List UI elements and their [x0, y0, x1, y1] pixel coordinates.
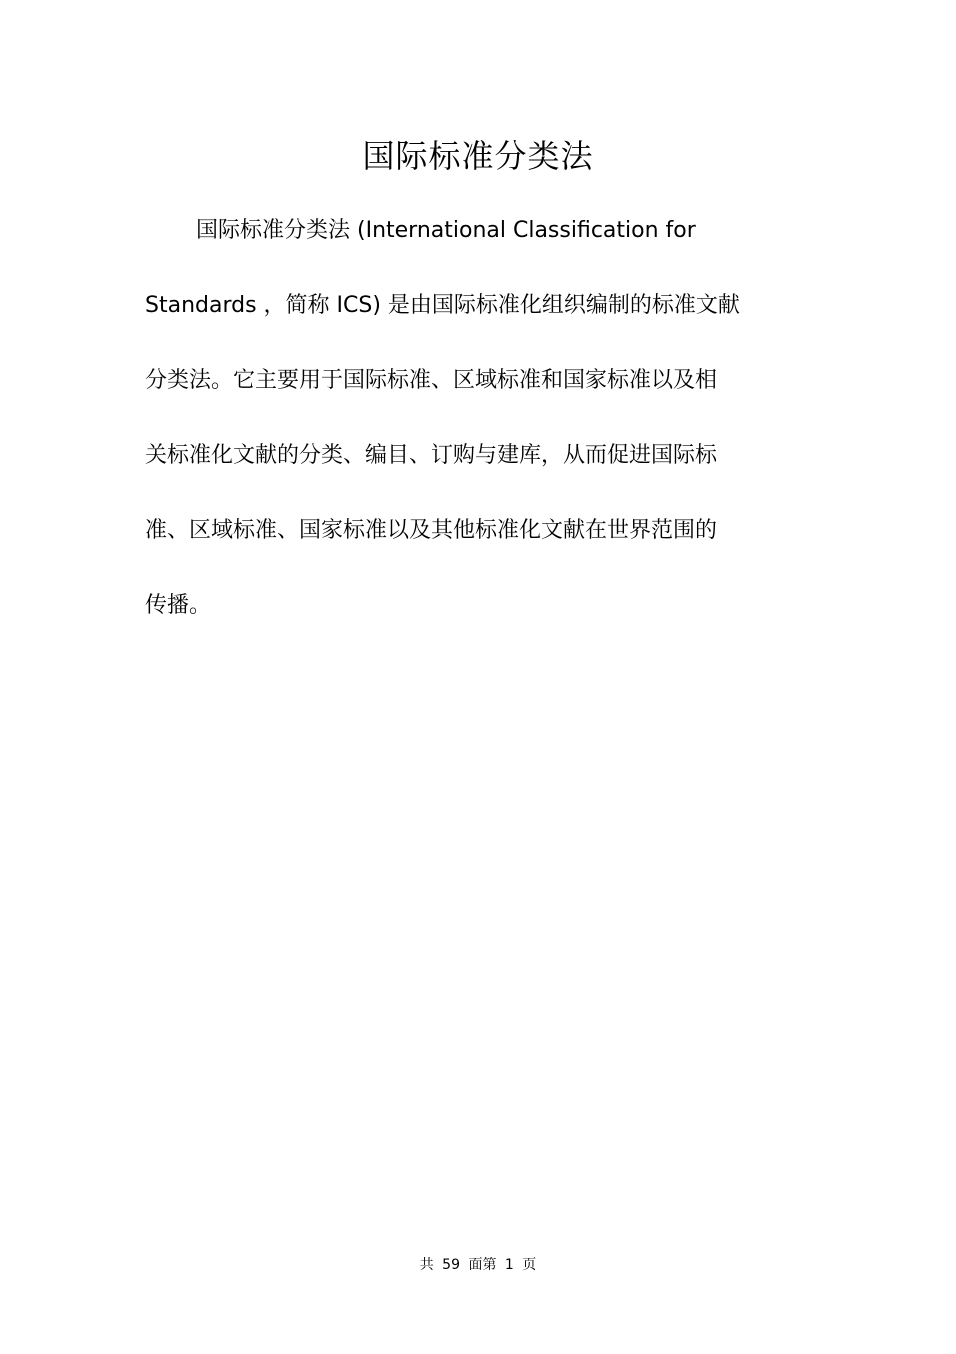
page-footer: 共 59 面第 1 页	[419, 1257, 537, 1273]
paragraph-line-6: 传播。	[145, 593, 212, 618]
paragraph-line-3: 分类法。它主要用于国际标准、区域标准和国家标准以及相	[145, 368, 718, 393]
paragraph-line-2: Standards ，简称 ICS) 是由国际标准化组织编制的标准文献	[145, 293, 740, 318]
paragraph-line-1: 国际标准分类法 (International Classification for	[196, 218, 696, 243]
paragraph-line-5: 准、区域标准、国家标准以及其他标准化文献在世界范围的	[145, 518, 718, 543]
paragraph-line-4: 关标准化文献的分类、编目、订购与建库，从而促进国际标	[145, 443, 718, 468]
document-title: 国际标准分类法	[362, 137, 594, 175]
